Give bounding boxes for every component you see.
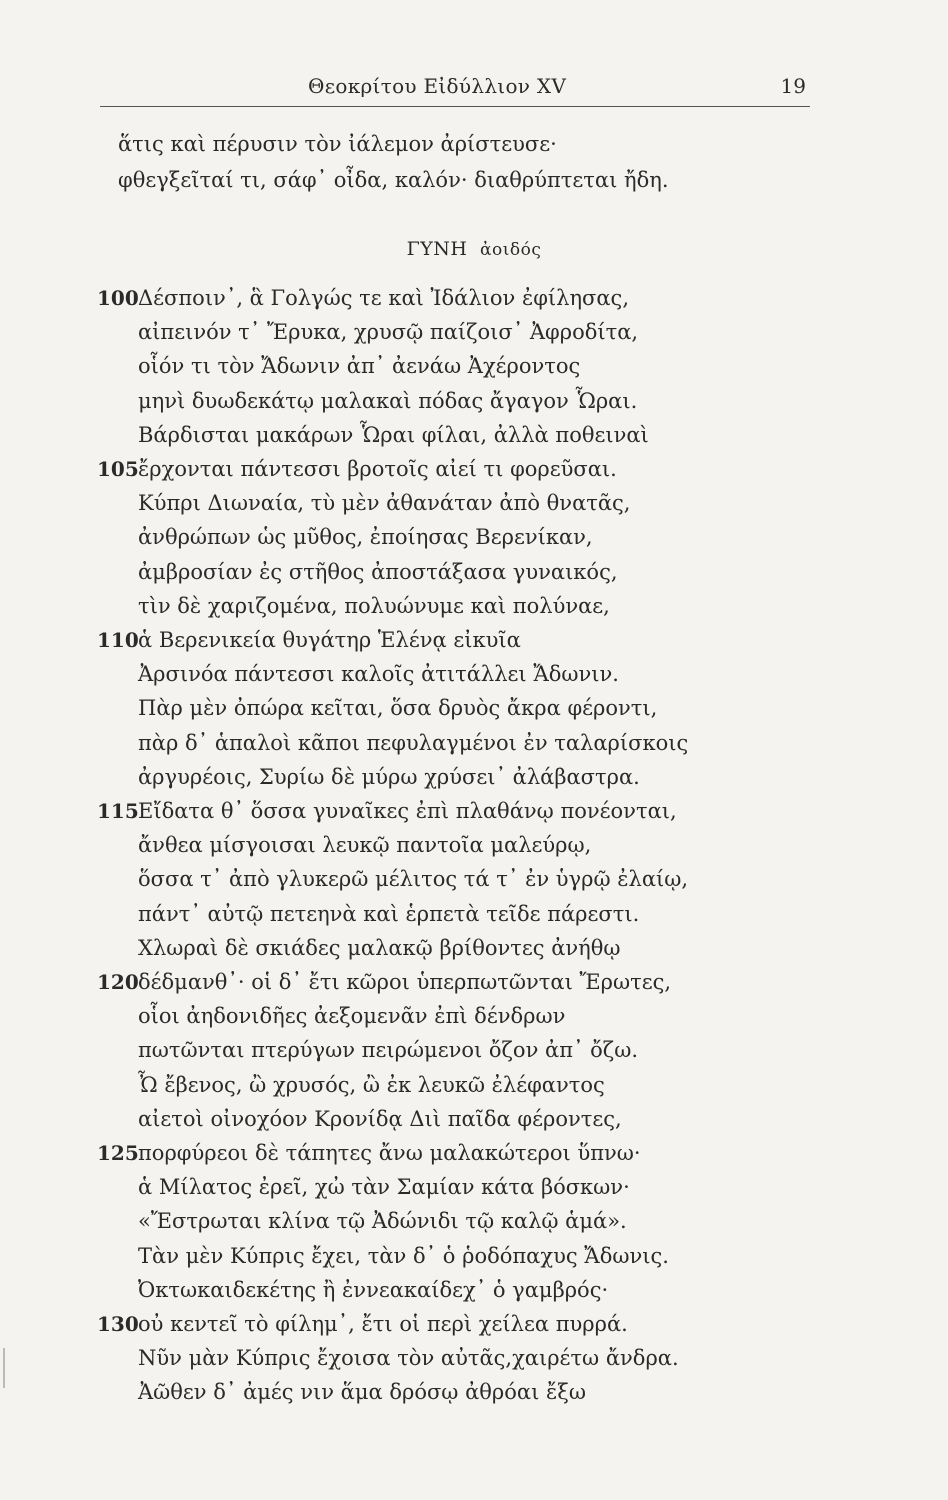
verse-text: Κύπρι Διωναία, τὺ μὲν ἀθανάταν ἀπὸ θνατᾶς, <box>138 491 631 516</box>
verse-text: ἄνθεα μίσγοισαι λευκῷ παντοῖα μαλεύρῳ, <box>138 833 592 858</box>
verse-line <box>0 385 948 417</box>
verse-line <box>0 556 948 588</box>
verse-line <box>0 350 948 382</box>
verse-text: οἷοι ἀηδονιδῆες ἀεξομενᾶν ἐπὶ δένδρων <box>138 1004 566 1029</box>
verse-text: τὶν δὲ χαριζομένα, πολυώνυμε καὶ πολύναε, <box>138 593 610 618</box>
verse-text: Ὀκτωκαιδεκέτης ἢ ἐννεακαίδεχ᾽ ὁ γαμβρός· <box>138 1277 609 1302</box>
line-number: 125 <box>97 1141 139 1165</box>
verse-text: αἰετοὶ οἰνοχόον Κρονίδᾳ Διὶ παῖδα φέροντες, <box>138 1106 622 1131</box>
verse-line <box>0 487 948 519</box>
intro-line <box>0 164 948 196</box>
verse-text: ἀργυρέοις, Συρίω δὲ μύρω χρύσει᾽ ἀλάβαστρα. <box>138 764 640 789</box>
verse-text: «Ἔστρωται κλίνα τῷ Ἀδώνιδι τῷ καλῷ ἁμά». <box>138 1209 627 1234</box>
verse-line <box>0 863 948 895</box>
verse-text: Χλωραὶ δὲ σκιάδες μαλακῷ βρίθοντες ἀνήθῳ <box>138 935 621 960</box>
verse-text: πὰρ δ᾽ ἁπαλοὶ κᾶποι πεφυλαγμένοι ἐν ταλαρίσκοις <box>138 730 689 755</box>
verse-line <box>0 1376 948 1408</box>
verse-line <box>0 658 948 690</box>
verse-text: Ἀῶθεν δ᾽ ἀμές νιν ἅμα δρόσῳ ἀθρόαι ἔξω <box>138 1380 586 1405</box>
verse-line <box>0 1342 948 1374</box>
verse-text: Εἴδατα θ᾽ ὅσσα γυναῖκες ἐπὶ πλαθάνῳ πονέονται, <box>138 799 677 823</box>
verse-text: Τὰν μὲν Κύπρις ἔχει, τὰν δ᾽ ὁ ῥοδόπαχυς Ἄδωνις. <box>138 1243 669 1268</box>
line-number: 115 <box>97 799 139 823</box>
line-number: 100 <box>97 286 139 310</box>
speaker-name: ΓΥΝΗ <box>406 238 468 260</box>
verse-text: οἷόν τι τὸν Ἄδωνιν ἀπ᾽ ἀενάω Ἀχέροντος <box>138 354 581 379</box>
verse-text: ἁ Μίλατος ἐρεῖ, χὠ τὰν Σαμίαν κάτα βόσκων· <box>138 1175 630 1200</box>
verse-line <box>0 282 948 314</box>
header-rule <box>100 106 810 107</box>
verse-text: φθεγξεῖταί τι, σάφ᾽ οἶδα, καλόν· διαθρύπτεται ἤδη. <box>118 168 669 192</box>
verse-text: Νῦν μὰν Κύπρις ἔχοισα τὸν αὐτᾶς,χαιρέτω ἄνδρα. <box>138 1346 679 1371</box>
page-number: 19 <box>780 74 806 98</box>
verse-line <box>0 1103 948 1135</box>
verse-line <box>0 1069 948 1101</box>
intro-line <box>0 128 948 160</box>
verse-text: μηνὶ δυωδεκάτῳ μαλακαὶ πόδας ἄγαγον Ὧραι. <box>138 388 638 413</box>
verse-text: αἰπεινόν τ᾽ Ἔρυκα, χρυσῷ παίζοισ᾽ Ἀφροδίτα, <box>138 320 639 345</box>
verse-text: Ἀρσινόα πάντεσσι καλοῖς ἀτιτάλλει Ἄδωνιν. <box>138 662 619 687</box>
verse-text: ἀμβροσίαν ἐς στῆθος ἀποστάξασα γυναικός, <box>138 559 618 584</box>
verse-line <box>0 590 948 622</box>
verse-text: ὅσσα τ᾽ ἀπὸ γλυκερῶ μέλιτος τά τ᾽ ἐν ὑγρῷ ἐλαίῳ, <box>138 867 689 892</box>
verse-text: ἅτις καὶ πέρυσιν τὸν ἰάλεμον ἀρίστευσε· <box>118 132 557 156</box>
verse-text: Δέσποιν᾽, ἃ Γολγώς τε καὶ Ἰδάλιον ἐφίλησας, <box>138 286 629 310</box>
running-title: Θεοκρίτου Εἰδύλλιον XV <box>308 74 567 98</box>
verse-line <box>0 932 948 964</box>
verse-line <box>0 692 948 724</box>
verse-text: Πὰρ μὲν ὀπώρα κεῖται, ὅσα δρυὸς ἄκρα φέροντι, <box>138 696 658 721</box>
verse-line <box>0 1034 948 1066</box>
verse-text: Βάρδισται μακάρων Ὧραι φίλαι, ἀλλὰ ποθειναὶ <box>138 422 649 447</box>
verse-text: Ὦ ἔβενος, ὢ χρυσός, ὢ ἐκ λευκῶ ἐλέφαντος <box>138 1072 605 1097</box>
verse-line <box>0 1205 948 1237</box>
verse-line <box>0 453 948 485</box>
verse-line <box>0 419 948 451</box>
line-number: 110 <box>97 628 139 652</box>
verse-line <box>0 1137 948 1169</box>
verse-line <box>0 898 948 930</box>
speaker-role: ἀοιδός <box>480 240 542 260</box>
verse-line <box>0 624 948 656</box>
speaker-heading <box>0 238 948 260</box>
running-head <box>100 72 810 112</box>
verse-text: ἁ Βερενικεία θυγάτηρ Ἑλένᾳ εἰκυῖα <box>138 628 521 652</box>
verse-line <box>0 1240 948 1272</box>
scan-edge-mark <box>3 1348 5 1388</box>
verse-line <box>0 795 948 827</box>
line-number: 105 <box>97 457 139 481</box>
verse-text: πάντ᾽ αὐτῷ πετεηνὰ καὶ ἑρπετὰ τεῖδε πάρεστι. <box>138 901 640 926</box>
verse-line <box>0 1000 948 1032</box>
verse-line <box>0 1274 948 1306</box>
verse-line <box>0 966 948 998</box>
line-number: 130 <box>97 1312 139 1336</box>
verse-text: πορφύρεοι δὲ τάπητες ἄνω μαλακώτεροι ὕπνω· <box>138 1141 641 1165</box>
verse-line <box>0 316 948 348</box>
line-number: 120 <box>97 970 139 994</box>
verse-line <box>0 829 948 861</box>
verse-line <box>0 1171 948 1203</box>
verse-text: δέδμανθ᾽· οἱ δ᾽ ἔτι κῶροι ὑπερπωτῶνται Ἔρωτες, <box>138 970 672 994</box>
verse-line <box>0 1308 948 1340</box>
verse-line <box>0 761 948 793</box>
verse-text: πωτῶνται πτερύγων πειρώμενοι ὄζον ἀπ᾽ ὄζω. <box>138 1038 638 1063</box>
verse-line <box>0 521 948 553</box>
verse-text: οὐ κεντεῖ τὸ φίλημ᾽, ἔτι οἱ περὶ χείλεα πυρρά. <box>138 1312 628 1336</box>
verse-text: ἔρχονται πάντεσσι βροτοῖς αἰεί τι φορεῦσαι. <box>138 457 617 481</box>
verse-text: ἀνθρώπων ὡς μῦθος, ἐποίησας Βερενίκαν, <box>138 525 593 550</box>
verse-line <box>0 727 948 759</box>
